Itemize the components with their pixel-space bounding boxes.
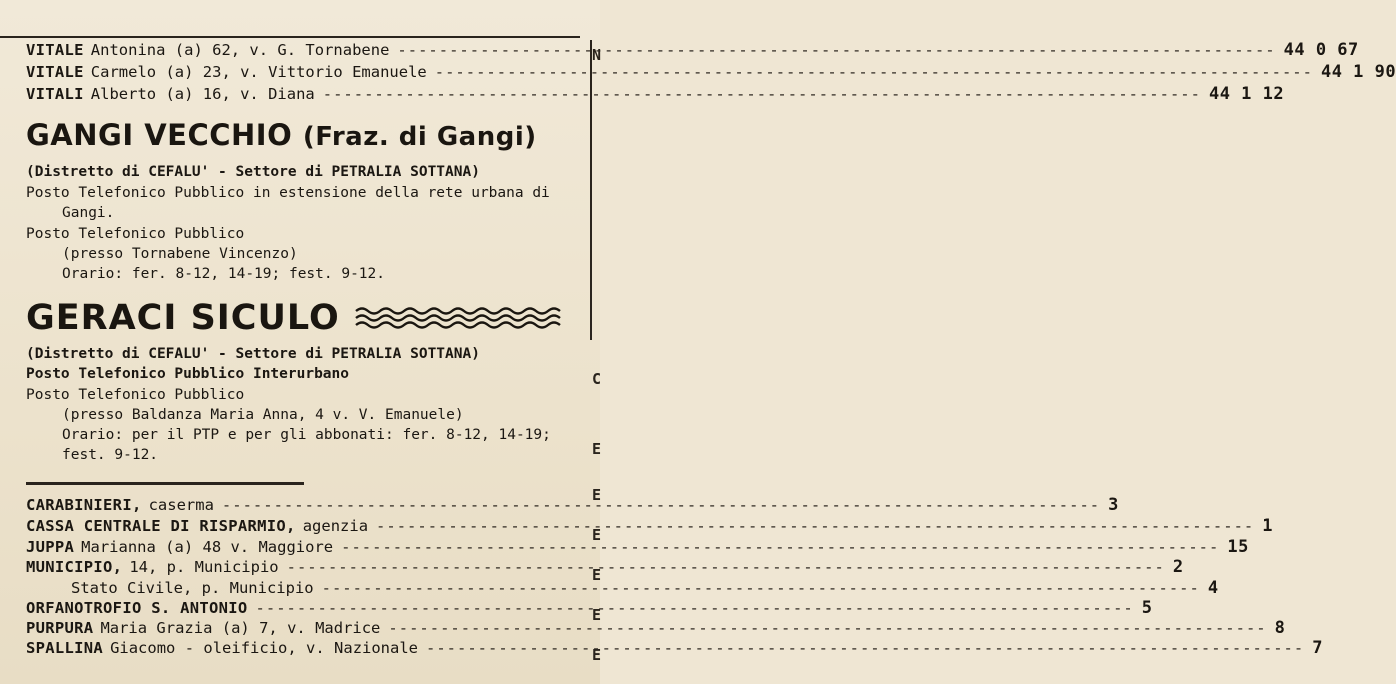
listing-entry [26, 537, 1249, 557]
entry-surname: CASSA CENTRALE DI RISPARMIO, [26, 517, 296, 535]
entry-surname: CARABINIERI, [26, 496, 142, 514]
listing-entry [26, 618, 1286, 638]
district-line: (Distretto di CEFALU' - Settore di PETRALIA SOTTANA) [26, 164, 480, 180]
locality-title: GANGI VECCHIO [26, 118, 293, 152]
entry-surname: JUPPA [26, 538, 75, 556]
entry-details: agenzia [302, 517, 369, 535]
listing-entry [26, 557, 1184, 577]
dot-leader [397, 40, 1275, 60]
info-line: Posto Telefonico Pubblico Interurbano [26, 366, 350, 382]
entry-surname: VITALE [26, 63, 84, 81]
entry-number: 44 0 67 [1283, 40, 1359, 60]
wave-ornament [354, 305, 566, 331]
listing-entry [26, 495, 1119, 515]
locality-heading [26, 118, 586, 152]
dot-leader [435, 62, 1313, 82]
locality-subtitle: (Fraz. di Gangi) [302, 122, 537, 152]
entry-details: Carmelo (a) 23, v. Vittorio Emanuele [90, 63, 427, 81]
listing-entry [26, 638, 1323, 658]
dot-leader [256, 598, 1134, 618]
entry-number: 5 [1141, 598, 1153, 618]
info-line: Gangi. [62, 205, 115, 221]
entry-surname: VITALE [26, 41, 84, 59]
entry-surname: SPALLINA [26, 639, 104, 657]
margin-letter: N [592, 46, 602, 64]
district-line: (Distretto di CEFALU' - Settore di PETRALIA SOTTANA) [26, 346, 480, 362]
listing-entry [26, 62, 1396, 82]
dot-leader [222, 495, 1100, 515]
dot-leader [322, 578, 1200, 598]
entry-details: Maria Grazia (a) 7, v. Madrice [100, 619, 381, 637]
dot-leader [323, 84, 1201, 104]
margin-letter: E [592, 566, 602, 584]
entry-details: caserma [148, 496, 214, 514]
entry-number: 15 [1227, 537, 1249, 557]
margin-letter: E [592, 526, 602, 544]
info-line: (presso Baldanza Maria Anna, 4 v. V. Emanuele) [62, 407, 464, 423]
info-line: Posto Telefonico Pubblico [26, 387, 245, 403]
entry-details: Marianna (a) 48 v. Maggiore [81, 538, 334, 556]
margin-letter: E [592, 646, 602, 664]
listing-entry [26, 84, 1285, 104]
hours-line: fest. 9-12. [62, 447, 159, 463]
entry-details: Antonina (a) 62, v. G. Tornabene [90, 41, 390, 59]
entry-number: 8 [1274, 618, 1286, 638]
entry-surname: MUNICIPIO, [26, 558, 123, 576]
hours-line: Orario: fer. 8-12, 14-19; fest. 9-12. [62, 266, 386, 282]
dot-leader [388, 618, 1266, 638]
section-rule [26, 482, 304, 485]
listing-entry [26, 40, 1359, 60]
top-rule [0, 36, 580, 38]
entry-details: Giacomo - oleificio, v. Nazionale [110, 639, 419, 657]
margin-letter: E [592, 440, 602, 458]
entry-details: Stato Civile, p. Municipio [71, 579, 314, 597]
dot-leader [341, 537, 1219, 557]
entry-surname: ORFANOTROFIO S. ANTONIO [26, 599, 248, 617]
entry-surname: PURPURA [26, 619, 94, 637]
entry-surname: VITALI [26, 85, 84, 103]
entry-number: 3 [1108, 495, 1119, 515]
listing-subentry [64, 578, 1219, 598]
entry-number: 1 [1262, 516, 1273, 536]
entry-number: 7 [1312, 638, 1323, 658]
dot-leader [287, 557, 1165, 577]
dot-leader [376, 516, 1254, 536]
entry-details: 14, p. Municipio [129, 558, 279, 576]
listing-entry [26, 598, 1153, 618]
info-line: Posto Telefonico Pubblico [26, 226, 245, 242]
entry-number: 44 1 90 [1320, 62, 1396, 82]
margin-letter: C [592, 370, 602, 388]
dot-leader [426, 638, 1304, 658]
entry-number: 44 1 12 [1208, 84, 1285, 104]
hours-line: Orario: per il PTP e per gli abbonati: fer. 8-12, 14-19; [62, 427, 551, 443]
entry-number: 4 [1207, 578, 1219, 598]
margin-letter: E [592, 486, 602, 504]
locality-title: GERACI SICULO [26, 298, 340, 338]
margin-letter: E [592, 606, 602, 624]
info-line: (presso Tornabene Vincenzo) [62, 246, 298, 262]
info-line: Posto Telefonico Pubblico in estensione della rete urbana di [26, 185, 550, 201]
locality-heading [26, 298, 586, 338]
entry-number: 2 [1172, 557, 1184, 577]
listing-entry [26, 516, 1273, 536]
entry-details: Alberto (a) 16, v. Diana [90, 85, 315, 103]
